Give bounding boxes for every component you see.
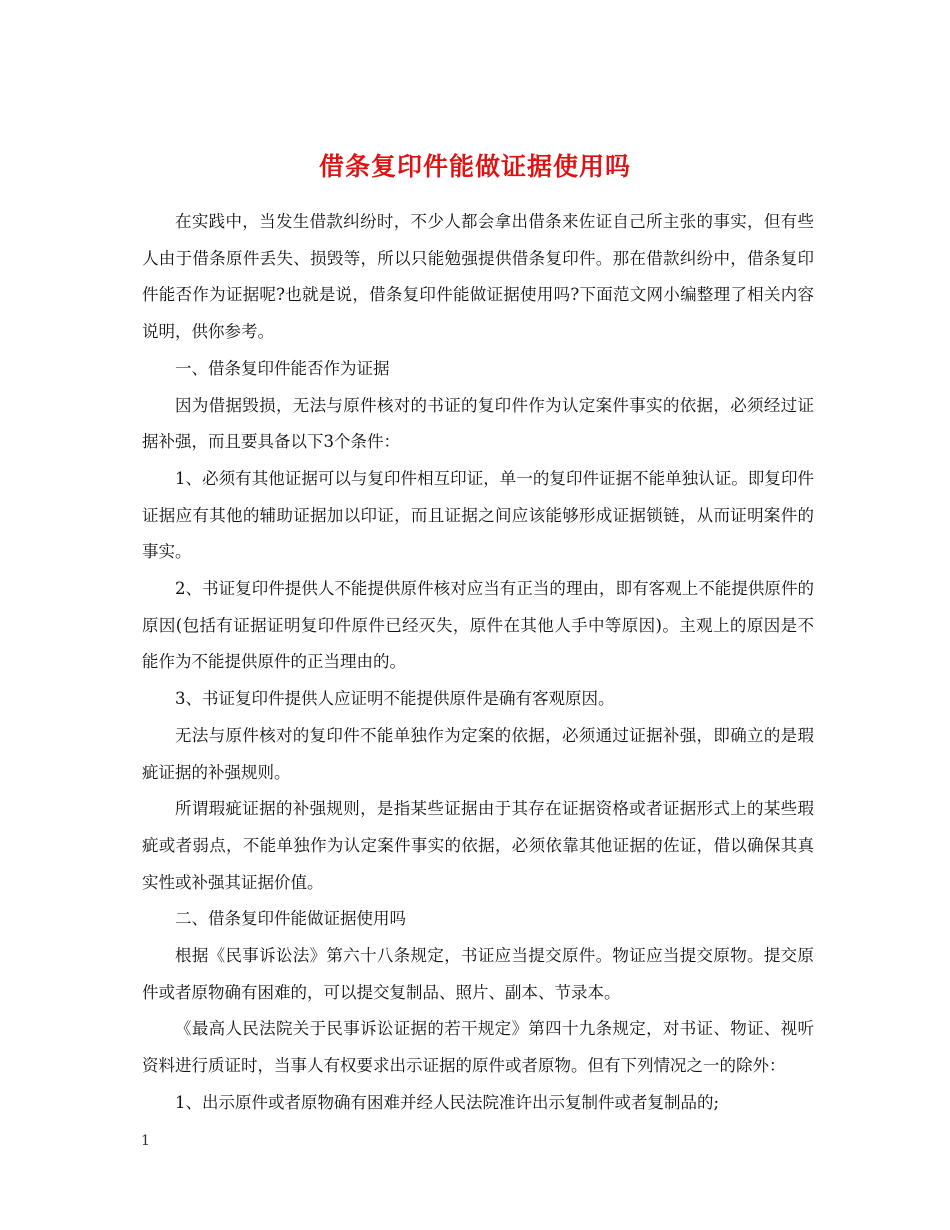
body-paragraph: 所谓瑕疵证据的补强规则，是指某些证据由于其存在证据资格或者证据形式上的某些瑕疵或者弱点，不能单独作为认定案件事实的依据，必须依靠其他证据的佐证，借以确保其真实性或补强其证据价值。 [142, 799, 814, 892]
section-heading-1: 一、借条复印件能否作为证据 [175, 358, 390, 378]
document-body [142, 204, 814, 1122]
list-item-condition-1: 1、必须有其他证据可以与复印件相互印证，单一的复印件证据不能单独认证。即复印件证据应有其他的辅助证据加以印证，而且证据之间应该能够形成证据锁链，从而证明案件的事实。 [142, 468, 814, 562]
body-paragraph: 无法与原件核对的复印件不能单独作为定案的依据，必须通过证据补强，即确立的是瑕疵证据的补强规则。 [142, 725, 814, 782]
list-item-condition-2: 2、书证复印件提供人不能提供原件核对应当有正当的理由，即有客观上不能提供原件的原因(包括有证据证明复印件原件已经灭失，原件在其他人手中等原因)。主观上的原因是不能作为不能提供原件的正当理由的。 [142, 579, 814, 672]
list-item-condition-3: 3、书证复印件提供人应证明不能提供原件是确有客观原因。 [175, 689, 615, 709]
intro-paragraph: 在实践中，当发生借款纠纷时，不少人都会拿出借条来佐证自己所主张的事实，但有些人由于借条原件丢失、损毁等，所以只能勉强提供借条复印件。那在借款纠纷中，借条复印件能否作为证据呢?也就是说，借条复印件能做证据使用吗?下面范文网小编整理了相关内容说明，供你参考。 [142, 212, 814, 342]
section-heading-2: 二、借条复印件能做证据使用吗 [175, 909, 406, 929]
list-item-exception-1: 1、出示原件或者原物确有困难并经人民法院准许出示复制件或者复制品的; [175, 1092, 720, 1112]
body-paragraph: 根据《民事诉讼法》第六十八条规定，书证应当提交原件。物证应当提交原物。提交原件或者原物确有困难的，可以提交复制品、照片、副本、节录本。 [142, 946, 814, 1002]
body-paragraph: 《最高人民法院关于民事诉讼证据的若干规定》第四十九条规定，对书证、物证、视听资料进行质证时，当事人有权要求出示证据的原件或者原物。但有下列情况之一的除外： [142, 1019, 814, 1076]
page-number: 1 [141, 1133, 150, 1149]
body-paragraph: 因为借据毁损，无法与原件核对的书证的复印件作为认定案件事实的依据，必须经过证据补强，而且要具备以下3个条件： [142, 395, 814, 452]
document-title: 借条复印件能做证据使用吗 [318, 151, 631, 181]
